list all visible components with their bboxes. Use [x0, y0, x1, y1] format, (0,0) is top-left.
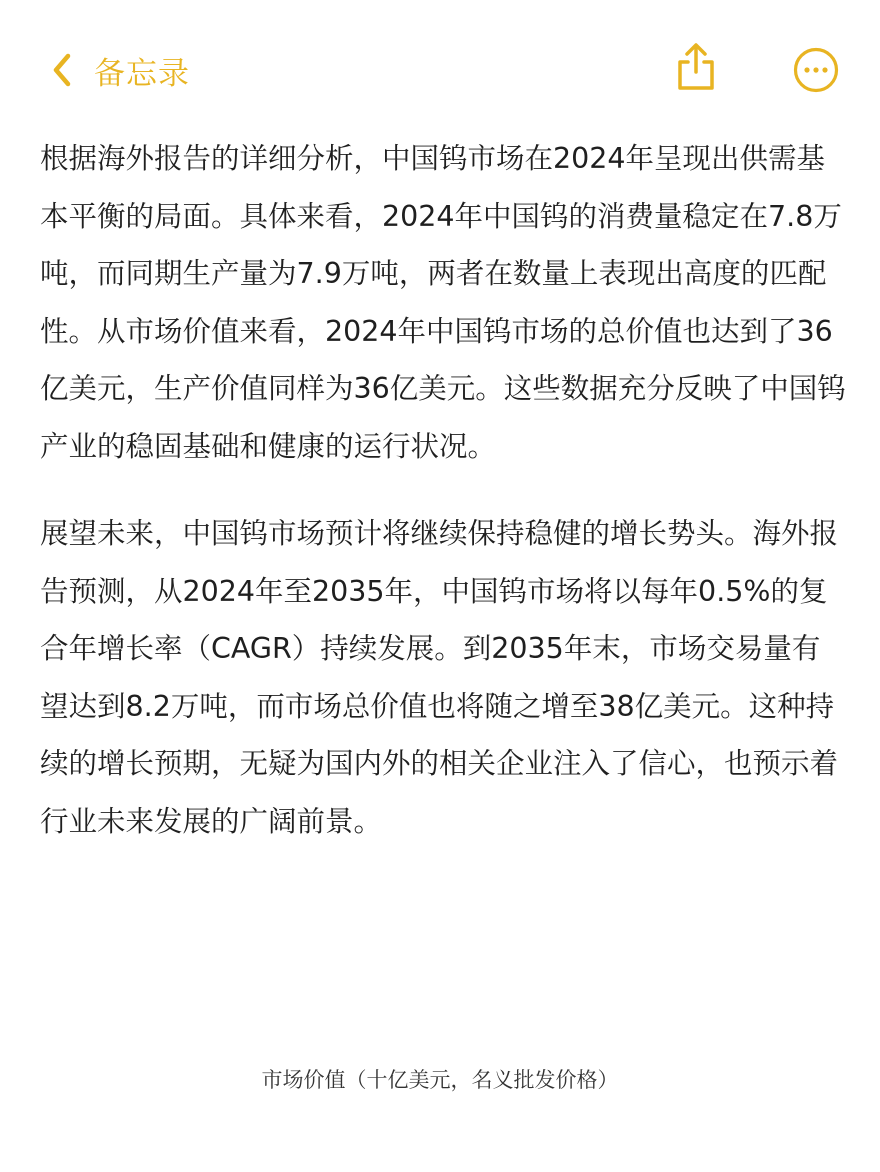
note-body[interactable] — [40, 130, 846, 850]
note-paragraph: 根据海外报告的详细分析，中国钨市场在2024年呈现出供需基本平衡的局面。具体来看，2024年中国钨的消费量稳定在7.8万吨，而同期生产量为7.9万吨，两者在数量上表现出高度的匹配性。从市场价值来看，2024年中国钨市场的总价值也达到了36亿美元，生产价值同样为36亿美元。这些数据充分反映了中国钨产业的稳固基础和健康的运行状况。 — [40, 142, 846, 463]
image-caption: 市场价值（十亿美元，名义批发价格） — [261, 1068, 619, 1092]
note-paragraph: 展望未来，中国钨市场预计将继续保持稳健的增长势头。海外报告预测，从2024年至2035年，中国钨市场将以每年0.5%的复合年增长率（CAGR）持续发展。到2035年末，市场交易量有望达到8.2万吨，而市场总价值也将随之增至38亿美元。这种持续的增长预期，无疑为国内外的相关企业注入了信心，也预示着行业未来发展的广阔前景。 — [40, 517, 839, 838]
more-button[interactable] — [792, 46, 840, 94]
share-button[interactable] — [672, 40, 720, 94]
chevron-left-icon — [44, 44, 84, 96]
back-button[interactable] — [44, 44, 190, 96]
more-icon — [792, 79, 840, 98]
share-icon — [672, 79, 720, 98]
back-button-label: 备忘录 — [94, 55, 190, 92]
navigation-bar — [0, 0, 880, 140]
